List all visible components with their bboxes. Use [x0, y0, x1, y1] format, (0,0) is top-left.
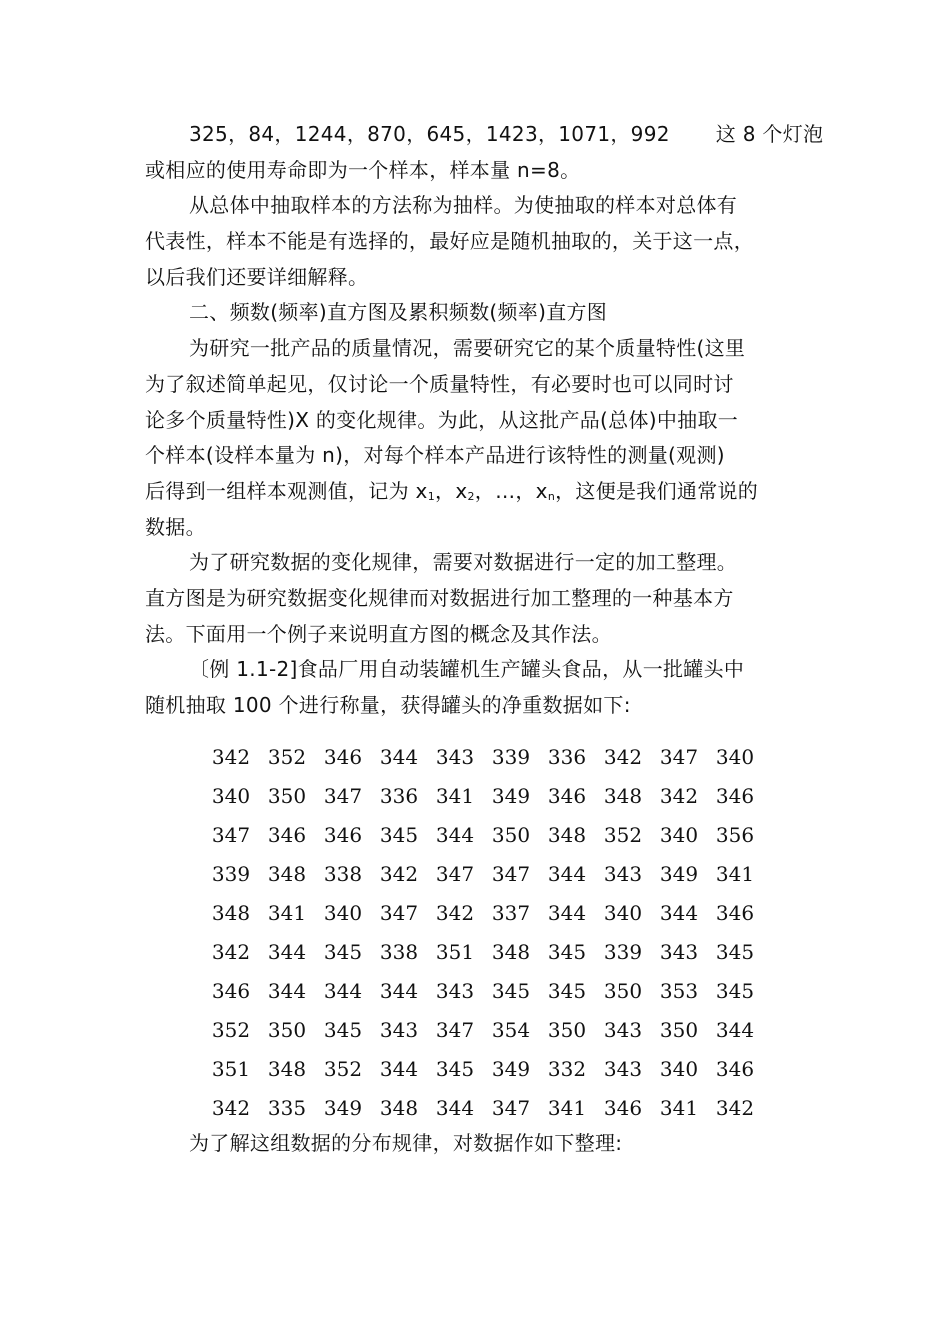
table-cell: 343: [603, 1018, 643, 1043]
table-cell: 348: [267, 861, 307, 886]
table-cell: 344: [379, 744, 419, 769]
table-cell: 344: [379, 1057, 419, 1082]
study-paragraph-line: 论多个质量特性)X 的变化规律。为此，从这批产品(总体)中抽取一: [145, 407, 739, 432]
table-cell: 352: [267, 744, 307, 769]
table-cell: 340: [323, 900, 363, 925]
table-cell: 345: [323, 940, 363, 965]
observations-line: [145, 474, 813, 510]
table-cell: 345: [435, 1057, 475, 1082]
table-cell: 341: [547, 1096, 587, 1121]
observations-text: ，这便是我们通常说的: [555, 478, 759, 503]
table-cell: 352: [211, 1018, 251, 1043]
table-cell: 352: [323, 1057, 363, 1082]
table-cell: 343: [435, 979, 475, 1004]
table-row: [203, 1089, 763, 1128]
table-cell: 341: [715, 861, 755, 886]
table-cell: 342: [659, 783, 699, 808]
table-cell: 343: [603, 861, 643, 886]
table-cell: 338: [379, 940, 419, 965]
table-cell: 345: [715, 940, 755, 965]
observations-text: ，x: [435, 478, 468, 503]
table-cell: 348: [211, 900, 251, 925]
table-cell: 346: [603, 1096, 643, 1121]
table-row: [203, 972, 763, 1011]
table-row: [203, 776, 763, 815]
table-cell: 346: [715, 783, 755, 808]
table-cell: 349: [323, 1096, 363, 1121]
table-cell: 339: [491, 744, 531, 769]
table-cell: 346: [547, 783, 587, 808]
histogram-paragraph-line: 法。下面用一个例子来说明直方图的概念及其作法。: [145, 621, 612, 646]
table-cell: 344: [435, 1096, 475, 1121]
table-cell: 342: [603, 744, 643, 769]
table-cell: 348: [603, 783, 643, 808]
table-cell: 342: [211, 940, 251, 965]
table-row: [203, 893, 763, 932]
example-paragraph-line: 〔例 1.1-2]食品厂用自动装罐机生产罐头食品，从一批罐头中: [189, 657, 745, 682]
table-row: [203, 932, 763, 971]
table-cell: 346: [267, 822, 307, 847]
table-cell: 340: [211, 783, 251, 808]
subscript: n: [547, 489, 556, 503]
table-cell: 341: [435, 783, 475, 808]
table-cell: 350: [267, 783, 307, 808]
table-cell: 344: [659, 900, 699, 925]
table-cell: 344: [715, 1018, 755, 1043]
table-cell: 345: [547, 940, 587, 965]
example-paragraph-line: 随机抽取 100 个进行称量，获得罐头的净重数据如下:: [145, 693, 631, 717]
histogram-paragraph-line: 为了研究数据的变化规律，需要对数据进行一定的加工整理。: [189, 550, 738, 575]
table-cell: 348: [379, 1096, 419, 1121]
table-cell: 347: [435, 861, 475, 886]
table-cell: 347: [491, 1096, 531, 1121]
sample-values: 325，84，1244，870，645，1423，1071，992: [189, 122, 670, 146]
table-cell: 344: [323, 979, 363, 1004]
table-cell: 345: [715, 979, 755, 1004]
table-cell: 346: [323, 822, 363, 847]
table-cell: 346: [211, 979, 251, 1004]
table-cell: 347: [491, 861, 531, 886]
table-cell: 339: [603, 940, 643, 965]
sample-values-tail: 这 8 个灯泡: [715, 122, 824, 146]
table-cell: 336: [547, 744, 587, 769]
table-cell: 343: [603, 1057, 643, 1082]
table-cell: 342: [211, 1096, 251, 1121]
table-cell: 344: [547, 861, 587, 886]
observations-text: 后得到一组样本观测值，记为 x: [145, 478, 428, 503]
table-cell: 340: [715, 744, 755, 769]
table-cell: 350: [491, 822, 531, 847]
table-cell: 347: [323, 783, 363, 808]
table-cell: 342: [211, 744, 251, 769]
section-heading: 二、频数(频率)直方图及累积频数(频率)直方图: [189, 300, 608, 325]
sampling-paragraph-line: 代表性，样本不能是有选择的，最好应是随机抽取的，关于这一点，: [145, 229, 754, 254]
table-row: [203, 1011, 763, 1050]
table-cell: 343: [435, 744, 475, 769]
table-cell: 347: [435, 1018, 475, 1043]
table-cell: 344: [267, 979, 307, 1004]
table-cell: 345: [491, 979, 531, 1004]
sampling-paragraph-line: 从总体中抽取样本的方法称为抽样。为使抽取的样本对总体有: [189, 193, 738, 218]
table-cell: 342: [435, 900, 475, 925]
table-row: [203, 1050, 763, 1089]
table-cell: 346: [715, 1057, 755, 1082]
table-cell: 348: [267, 1057, 307, 1082]
table-cell: 339: [211, 861, 251, 886]
study-paragraph-line: 个样本(设样本量为 n)，对每个样本产品进行该特性的测量(观测): [145, 443, 725, 468]
table-cell: 344: [379, 979, 419, 1004]
table-cell: 347: [211, 822, 251, 847]
table-cell: 350: [267, 1018, 307, 1043]
table-cell: 344: [435, 822, 475, 847]
table-cell: 354: [491, 1018, 531, 1043]
subscript: 2: [467, 489, 475, 503]
table-cell: 347: [659, 744, 699, 769]
table-cell: 341: [267, 900, 307, 925]
net-weight-table: [203, 737, 763, 1128]
table-cell: 350: [603, 979, 643, 1004]
table-cell: 353: [659, 979, 699, 1004]
table-cell: 345: [323, 1018, 363, 1043]
sample-values-line: [145, 117, 824, 153]
table-cell: 342: [715, 1096, 755, 1121]
table-cell: 343: [379, 1018, 419, 1043]
table-row: [203, 854, 763, 893]
table-row: [203, 815, 763, 854]
table-cell: 351: [435, 940, 475, 965]
histogram-paragraph-line: 直方图是为研究数据变化规律而对数据进行加工整理的一种基本方: [145, 585, 734, 610]
table-cell: 344: [267, 940, 307, 965]
table-cell: 343: [659, 940, 699, 965]
table-cell: 332: [547, 1057, 587, 1082]
table-cell: 340: [659, 1057, 699, 1082]
table-cell: 356: [715, 822, 755, 847]
table-cell: 347: [379, 900, 419, 925]
study-paragraph-line: 为了叙述简单起见，仅讨论一个质量特性，有必要时也可以同时讨: [145, 371, 734, 396]
table-cell: 346: [715, 900, 755, 925]
table-cell: 349: [659, 861, 699, 886]
table-cell: 346: [323, 744, 363, 769]
table-cell: 349: [491, 783, 531, 808]
table-cell: 342: [379, 861, 419, 886]
table-cell: 351: [211, 1057, 251, 1082]
table-cell: 345: [379, 822, 419, 847]
table-cell: 345: [547, 979, 587, 1004]
table-cell: 337: [491, 900, 531, 925]
study-paragraph-line: 为研究一批产品的质量情况，需要研究它的某个质量特性(这里: [189, 336, 746, 361]
table-row: [203, 737, 763, 776]
table-cell: 348: [547, 822, 587, 847]
table-cell: 340: [603, 900, 643, 925]
table-cell: 338: [323, 861, 363, 886]
table-cell: 348: [491, 940, 531, 965]
sampling-paragraph-line: 以后我们还要详细解释。: [145, 264, 369, 289]
table-cell: 350: [547, 1018, 587, 1043]
table-cell: 336: [379, 783, 419, 808]
study-paragraph-end: 数据。: [145, 514, 206, 539]
body-text: [145, 117, 824, 724]
table-cell: 340: [659, 822, 699, 847]
table-cell: 344: [547, 900, 587, 925]
after-table-text: 为了解这组数据的分布规律，对数据作如下整理:: [189, 1131, 623, 1155]
table-cell: 352: [603, 822, 643, 847]
table-cell: 341: [659, 1096, 699, 1121]
sample-size-line: 或相应的使用寿命即为一个样本，样本量 n=8。: [145, 157, 581, 182]
observations-text: ，…，x: [474, 478, 548, 503]
subscript: 1: [427, 489, 436, 503]
table-cell: 335: [267, 1096, 307, 1121]
table-cell: 350: [659, 1018, 699, 1043]
table-cell: 349: [491, 1057, 531, 1082]
